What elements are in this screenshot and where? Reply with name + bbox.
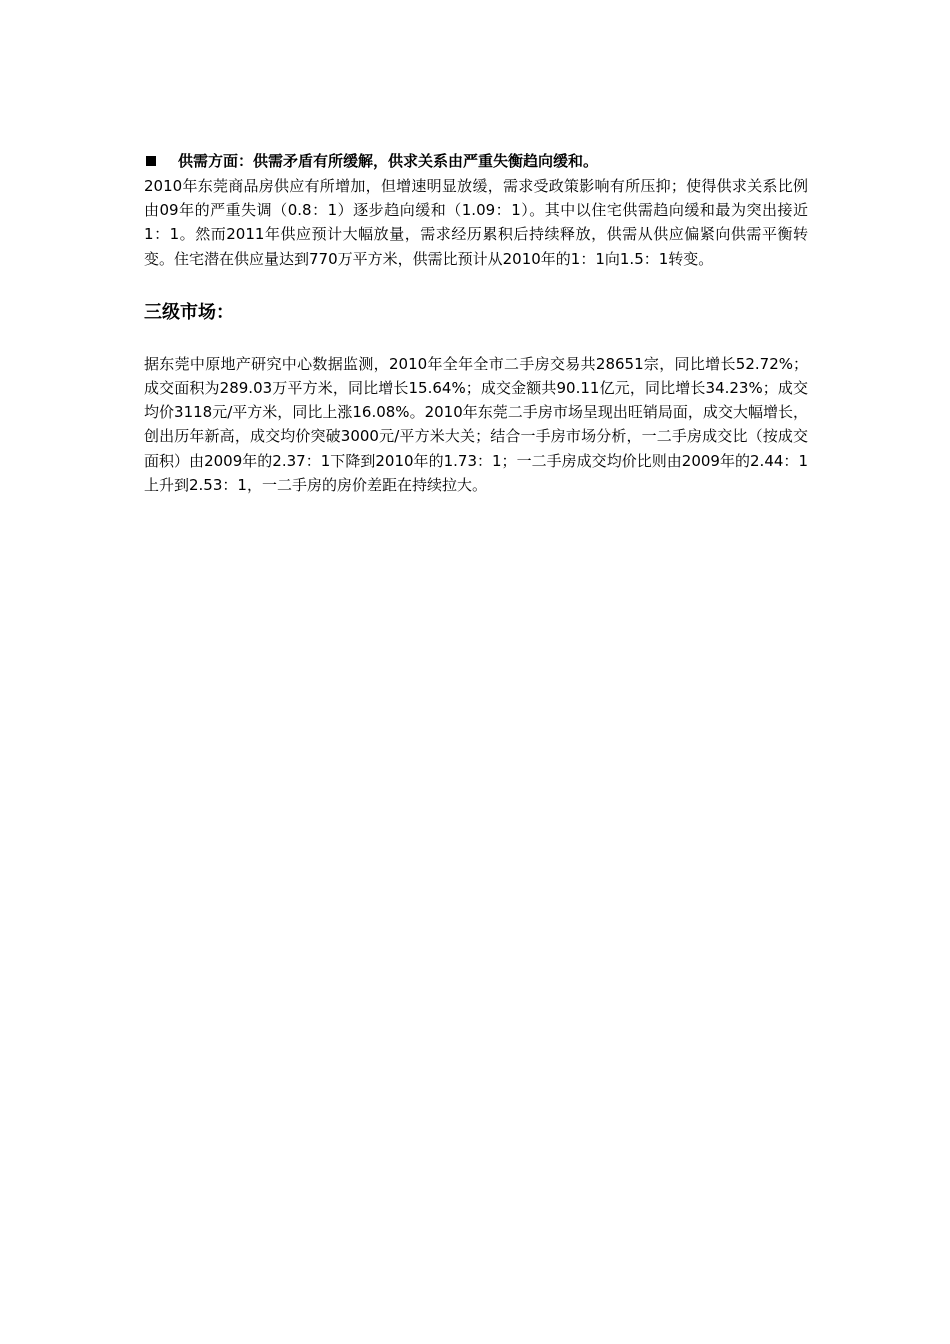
supply-demand-heading-text: 供需方面：供需矛盾有所缓解，供求关系由严重失衡趋向缓和。 [178, 152, 599, 170]
supply-demand-paragraph: 2010年东莞商品房供应有所增加，但增速明显放缓，需求受政策影响有所压抑；使得供求关系比例由09年的严重失调（0.8：1）逐步趋向缓和（1.09：1）。其中以住宅供需趋向缓和最为突出接近1：1。然而2011年供应预计大幅放量，需求经历累积后持续释放，供需从供应偏紧向供需平衡转变。住宅潜在供应量达到770万平方米，供需比预计从2010年的1：1向1.5：1转变。 [144, 177, 808, 268]
document-body [144, 149, 808, 497]
tertiary-market-paragraph: 据东莞中原地产研究中心数据监测，2010年全年全市二手房交易共28651宗，同比增长52.72%；成交面积为289.03万平方米，同比增长15.64%；成交金额共90.11亿元，同比增长34.23%；成交均价3118元/平方米，同比上涨16.08%。2010年东莞二手房市场呈现出旺销局面，成交大幅增长，创出历年新高，成交均价突破3000元/平方米大关；结合一手房市场分析，一二手房成交比（按成交面积）由2009年的2.37：1下降到2010年的1.73：1；一二手房成交均价比则由2009年的2.44：1上升到2.53：1，一二手房的房价差距在持续拉大。 [144, 354, 808, 494]
supply-demand-heading [144, 149, 808, 173]
bullet-square-icon [146, 156, 156, 166]
tertiary-market-heading: 三级市场： [144, 301, 234, 323]
